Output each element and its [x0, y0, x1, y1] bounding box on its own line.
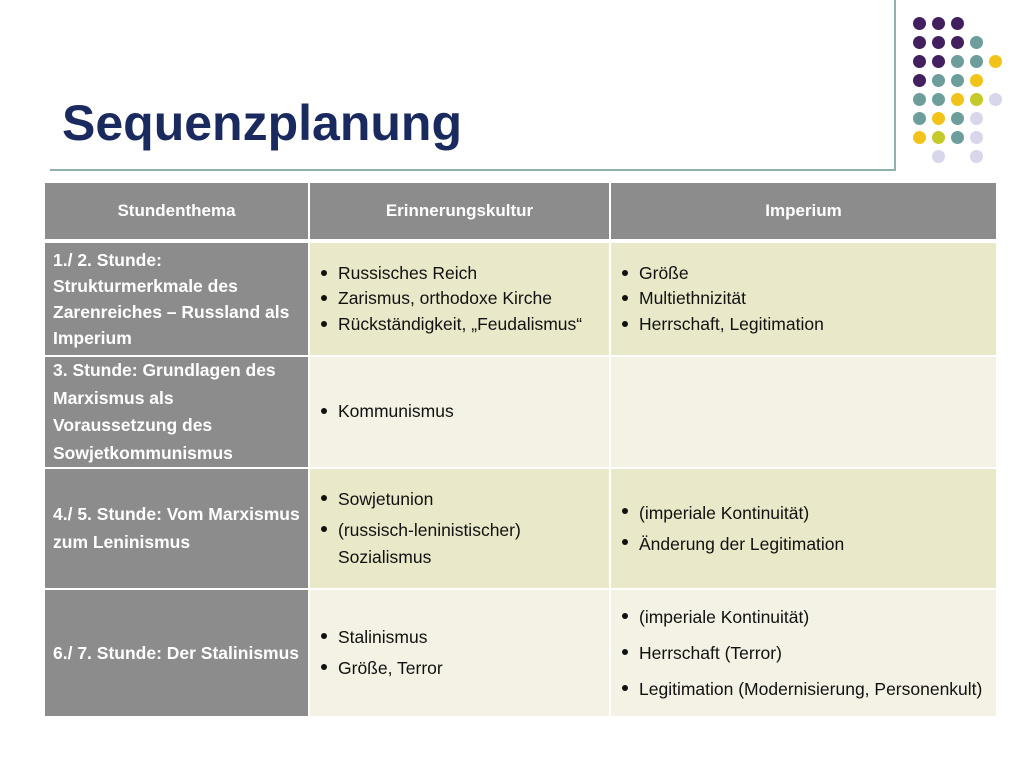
list-item: Legitimation (Modernisierung, Personenkult)	[619, 676, 988, 702]
topic-cell: 1./ 2. Stunde: Strukturmerkmale des Zarenreiches – Russland als Imperium	[44, 242, 309, 356]
vertical-rule	[894, 0, 896, 171]
erinnerung-cell	[309, 589, 610, 717]
erinnerung-cell	[309, 356, 610, 468]
decorative-dot	[913, 55, 926, 68]
list-item: Größe, Terror	[318, 655, 601, 682]
table-header-row	[44, 182, 997, 242]
table-row	[44, 242, 997, 356]
topic-cell: 6./ 7. Stunde: Der Stalinismus	[44, 589, 309, 717]
decorative-dot	[951, 112, 964, 125]
decorative-dot	[951, 93, 964, 106]
decorative-dot	[913, 93, 926, 106]
list-item: Herrschaft, Legitimation	[619, 312, 988, 338]
header-erinnerungskultur: Erinnerungskultur	[309, 182, 610, 242]
list-item: Multiethnizität	[619, 286, 988, 312]
decorative-dot	[951, 74, 964, 87]
list-item: Sowjetunion	[318, 486, 601, 513]
decorative-dot	[970, 150, 983, 163]
imperium-cell	[610, 468, 997, 589]
decorative-dot	[913, 36, 926, 49]
decorative-dot	[913, 74, 926, 87]
decorative-dot	[932, 93, 945, 106]
decorative-dot	[970, 55, 983, 68]
decorative-dot	[932, 55, 945, 68]
list-item: Rückständigkeit, „Feudalismus“	[318, 312, 601, 338]
header-stundenthema: Stundenthema	[44, 182, 309, 242]
decorative-dot	[951, 131, 964, 144]
decorative-dot	[932, 74, 945, 87]
decorative-dot	[951, 55, 964, 68]
decorative-dot	[932, 150, 945, 163]
topic-cell: 3. Stunde: Grundlagen des Marxismus als Voraussetzung des Sowjetkommunismus	[44, 356, 309, 468]
topic-cell: 4./ 5. Stunde: Vom Marxismus zum Leninismus	[44, 468, 309, 589]
table-row	[44, 356, 997, 468]
decorative-dot	[989, 55, 1002, 68]
slide-title: Sequenzplanung	[62, 95, 462, 151]
sequence-plan-table	[44, 182, 997, 717]
decorative-dot	[970, 112, 983, 125]
decorative-dot	[970, 93, 983, 106]
list-item: Änderung der Legitimation	[619, 531, 988, 558]
header-imperium: Imperium	[610, 182, 997, 242]
decorative-dot	[913, 131, 926, 144]
list-item: Kommunismus	[318, 399, 601, 425]
list-item: Stalinismus	[318, 624, 601, 651]
decorative-dot	[913, 17, 926, 30]
decorative-dot	[932, 112, 945, 125]
decorative-dot	[913, 112, 926, 125]
list-item: Größe	[619, 261, 988, 287]
list-item: (russisch-leninistischer) Sozialismus	[318, 517, 601, 571]
erinnerung-cell	[309, 242, 610, 356]
list-item: (imperiale Kontinuität)	[619, 500, 988, 527]
imperium-cell	[610, 589, 997, 717]
decorative-dot	[989, 93, 1002, 106]
list-item: Herrschaft (Terror)	[619, 640, 988, 666]
list-item: Russisches Reich	[318, 261, 601, 287]
decorative-dot	[932, 131, 945, 144]
decorative-dot	[951, 17, 964, 30]
table-row	[44, 468, 997, 589]
decorative-dot	[970, 74, 983, 87]
decorative-dot	[932, 36, 945, 49]
imperium-cell	[610, 356, 997, 468]
erinnerung-cell	[309, 468, 610, 589]
title-underline	[50, 169, 896, 171]
decorative-dot	[970, 36, 983, 49]
table-row	[44, 589, 997, 717]
list-item: Zarismus, orthodoxe Kirche	[318, 286, 601, 312]
decorative-dot	[970, 131, 983, 144]
decorative-dot	[932, 17, 945, 30]
imperium-cell	[610, 242, 997, 356]
list-item: (imperiale Kontinuität)	[619, 604, 988, 630]
decorative-dot	[951, 36, 964, 49]
